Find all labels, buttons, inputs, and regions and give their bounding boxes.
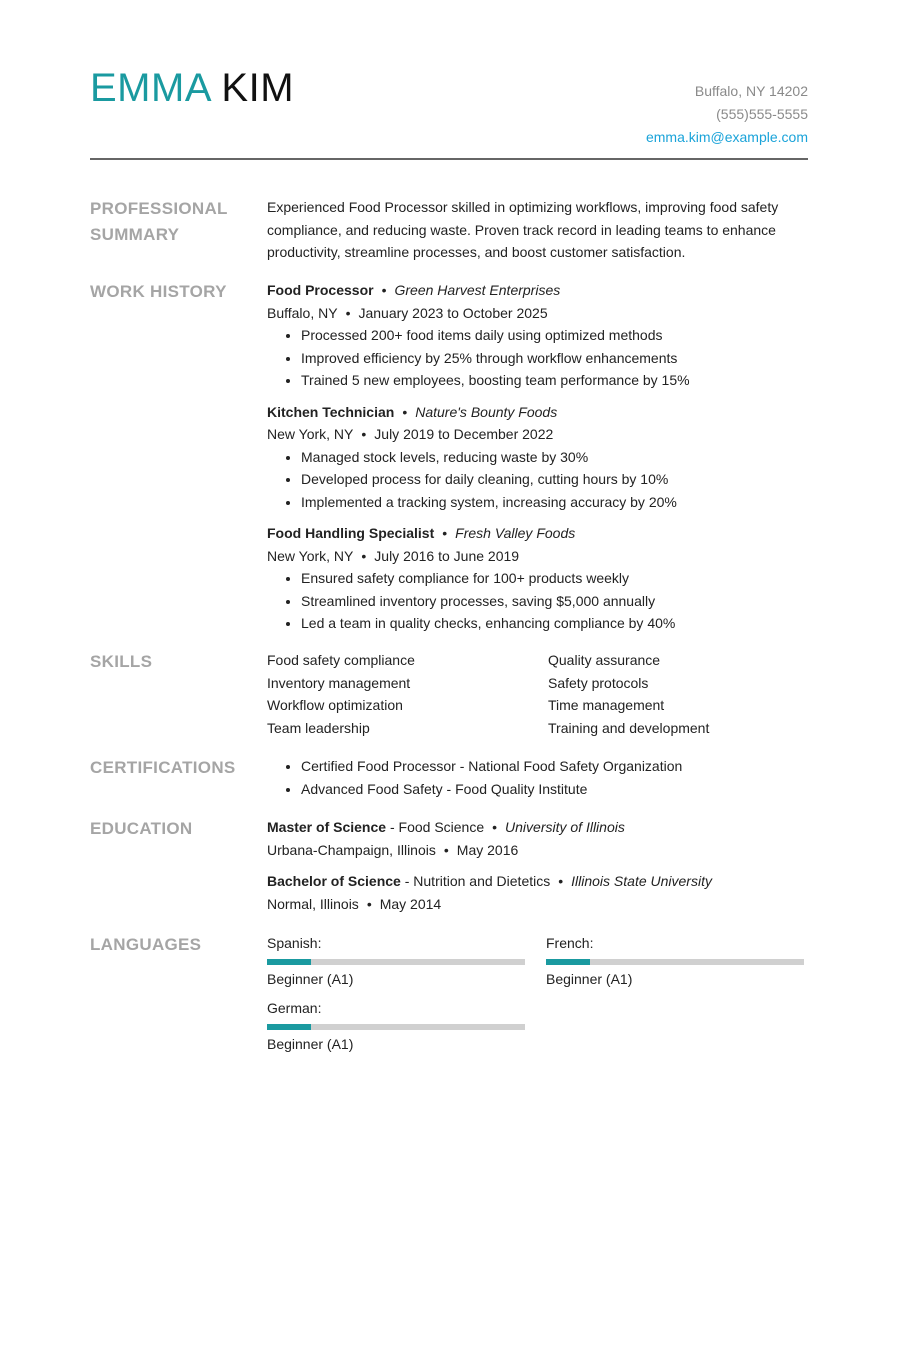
resume-header [90,60,808,160]
section-title: LANGUAGES [90,935,202,954]
language-entry [267,932,525,990]
section-title: CERTIFICATIONS [90,758,236,777]
phone: (555)555-5555 [716,106,808,122]
languages-section [90,932,808,1052]
job-bullet: • Led a team in quality checks, enhancing compliance by 40% [301,612,807,635]
skill-item: Food safety compliance [267,652,415,668]
header-divider [90,158,808,160]
language-name: German: [267,1000,322,1016]
proficiency-fill [267,959,311,965]
email-link[interactable]: emma.kim@example.com [645,129,808,145]
certification-item: • Certified Food Processor - National Food Safety Organization [301,755,807,778]
certification-item: • Advanced Food Safety - Food Quality Institute [301,778,807,801]
degree: Master of Science [267,819,387,835]
language-name: French: [546,935,594,951]
proficiency-bar [546,959,804,965]
job-bullet: • Developed process for daily cleaning, cutting hours by 10% [301,468,807,491]
skill-item: Workflow optimization [267,697,403,713]
work-history-body [267,279,807,644]
job-company: Green Harvest Enterprises [394,282,561,298]
proficiency-fill [546,959,590,965]
skill-item: Training and development [548,719,710,736]
field-of-study: Food Science [398,819,485,835]
skill-item: Time management [548,697,665,713]
school: Illinois State University [571,873,712,889]
job-bullets [267,567,807,635]
job-title: Kitchen Technician [267,403,395,420]
degree: Bachelor of Science [267,873,401,889]
education-location: Normal, Illinois [267,895,359,912]
education-entry: Master of Science - Food Science • University of Illinois Urbana-Champaign, Illinois • May 2016 [267,819,625,858]
job-entry: Kitchen Technician • Nature's Bounty Foods New York, NY • July 2019 to December 2022 • Managed stock levels, reducing waste by 30% • Developed process for daily cleaning, cutting hours by 10% • Implemented a tracking system, increasing accuracy by 20% [267,401,807,514]
job-dates: July 2019 to December 2022 [374,426,554,442]
section-title: SKILLS [90,652,153,671]
job-title: Food Processor [267,282,374,298]
language-level: Beginner (A1) [267,1036,354,1052]
graduation-date: May 2014 [379,895,442,912]
language-name: Spanish: [267,935,322,951]
certifications-body [267,755,807,800]
language-entry [546,932,804,990]
language-entry [267,997,525,1055]
contact-info [646,80,808,149]
job-bullets [267,446,807,514]
job-company: Nature's Bounty Foods [415,403,558,420]
graduation-date: May 2016 [456,841,519,858]
job-bullet: • Managed stock levels, reducing waste by 30% [301,446,807,469]
skill-item: Inventory management [267,674,411,691]
section-title: PROFESSIONAL SUMMARY [90,199,228,244]
skills-list [267,649,807,739]
job-dates: July 2016 to June 2019 [374,547,520,564]
education-location: Urbana-Champaign, Illinois [267,841,436,858]
section-title: EDUCATION [90,819,193,838]
education-entry: Bachelor of Science - Nutrition and Dietetics • Illinois State University Normal, Illinois • May 2014 [267,873,712,912]
section-title: WORK HISTORY [90,282,227,301]
job-company: Fresh Valley Foods [455,525,576,541]
school: University of Illinois [505,819,625,835]
address: Buffalo, NY 14202 [694,83,808,99]
field-of-study: Nutrition and Dietetics [413,873,551,889]
language-level: Beginner (A1) [546,971,633,987]
language-level: Beginner (A1) [267,971,354,987]
languages-body [267,932,807,1052]
job-title: Food Handling Specialist [267,525,435,541]
job-location: New York, NY [267,547,354,564]
job-bullet: • Trained 5 new employees, boosting team performance by 15% [301,369,807,392]
job-bullet: • Improved efficiency by 25% through workflow enhancements [301,347,807,370]
skill-item: Team leadership [267,719,370,736]
candidate-name [90,64,294,112]
job-bullet: • Streamlined inventory processes, saving $5,000 annually [301,590,807,613]
job-location: Buffalo, NY [267,304,338,321]
proficiency-bar [267,959,525,965]
job-location: New York, NY [267,426,354,442]
job-entry: Food Processor • Green Harvest Enterprises Buffalo, NY • January 2023 to October 2025 • Processed 200+ food items daily using optimized methods • Improved efficiency by 25% through workflow enhancements • Trained 5 new employees, boosting team performance by 15% [267,279,807,392]
job-bullet: • Implemented a tracking system, increasing accuracy by 20% [301,491,807,514]
proficiency-fill [267,1024,311,1030]
last-name: KIM [221,66,295,110]
certification-list [267,755,807,800]
skill-item: Quality assurance [548,652,661,668]
first-name: EMMA [90,66,210,110]
education-body [267,816,807,924]
job-bullet: • Processed 200+ food items daily using optimized methods [301,324,807,347]
job-entry: Food Handling Specialist • Fresh Valley Foods New York, NY • July 2016 to June 2019 • Ensured safety compliance for 100+ products weekly • Streamlined inventory processes, saving $5,000 annually • Led a team in quality checks, enhancing compliance by 40% [267,522,807,635]
skill-item: Safety protocols [548,674,649,691]
summary-text: Experienced Food Processor skilled in optimizing workflows, improving food safety compliance, and reducing waste. Proven track record in leading teams to enhance productivity, streamline processes, and boost customer satisfaction. [267,199,779,260]
job-bullet: • Ensured safety compliance for 100+ products weekly [301,567,807,590]
proficiency-bar [267,1024,525,1030]
job-dates: January 2023 to October 2025 [358,304,548,321]
job-bullets [267,324,807,392]
